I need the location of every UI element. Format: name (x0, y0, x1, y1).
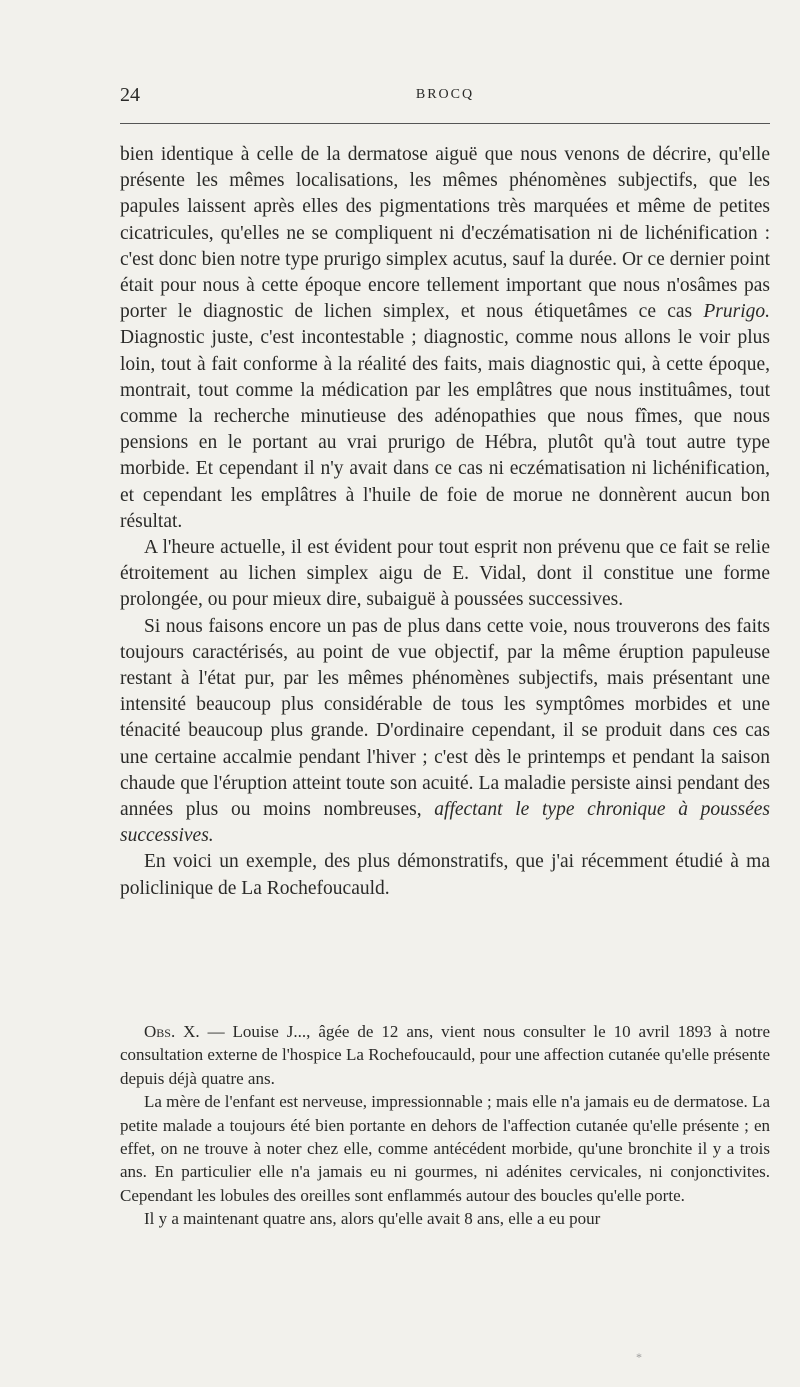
italic-term: Prurigo. (703, 301, 770, 323)
paragraph: En voici un exemple, des plus démonstratifs, que j'ai récemment étudié à ma policlinique de La Rochefoucauld. (120, 851, 770, 899)
text-span: Si nous faisons encore un pas de plus dans cette voie, nous trouverons des faits toujours caractérisés, au point de vue objectif, par la même éruption papuleuse restant à l'état pur, par les mêmes phénomènes subjectifs, mais présentant une intensité beaucoup plus considérable de tous les symptômes morbides et une ténacité beaucoup plus grande. D'ordinaire cependant, il se produit dans ces cas une certaine accalmie pendant l'hiver ; c'est dès le printemps et pendant la saison chaude que l'éruption atteint toute son acuité. La maladie persiste ainsi pendant des années plus ou moins nombreuses, (120, 615, 770, 821)
observation-paragraph (120, 1020, 770, 1090)
observation-paragraph: Il y a maintenant quatre ans, alors qu'elle avait 8 ans, elle a eu pour (144, 1209, 601, 1229)
paragraph (120, 614, 770, 850)
printer-mark: * (636, 1350, 642, 1364)
observation-paragraph: La mère de l'enfant est nerveuse, impressionnable ; mais elle n'a jamais eu de dermatose. La petite malade a toujours été bien portante en dehors de l'affection cutanée qu'elle présente ; en effet, on ne trouve à noter chez elle, comme antécédent morbide, qu'une bronchite il y a trois ans. En particulier elle n'a jamais eu ni gourmes, ni adénites cervicales, ni conjonctivites. Cependant les lobules des oreilles sont enflammés autour des boucles qu'elle porte. (120, 1092, 770, 1205)
observation-block (120, 1020, 770, 1231)
text-span: Diagnostic juste, c'est incontestable ; diagnostic, comme nous allons le voir plus loin, tout à fait conforme à la réalité des faits, mais diagnostic qui, à cette époque, montrait, tout comme la médication par les emplâtres que nous instituâmes, tout comme la recherche minutieuse des adénopathies que nous fîmes, que nous pensions en le portant au vrai prurigo de Hébra, plutôt qu'à tout autre type morbide. Et cependant il n'y avait dans ce cas ni eczématisation ni lichénification, et cependant les emplâtres à l'huile de foie de morue ne donnèrent aucun bon résultat. (120, 327, 770, 532)
header-rule (120, 123, 770, 124)
paragraph: A l'heure actuelle, il est évident pour tout esprit non prévenu que ce fait se relie étroitement au lichen simplex aigu de E. Vidal, dont il constitue une forme prolongée, ou pour mieux dire, subaiguë à poussées successives. (120, 537, 770, 611)
page-header (120, 84, 770, 110)
running-head: BROCQ (415, 87, 475, 102)
main-text (120, 142, 770, 902)
paragraph (120, 142, 770, 535)
page-number: 24 (120, 84, 140, 106)
observation-label: Obs. X. (144, 1022, 200, 1041)
text-span: bien identique à celle de la dermatose aiguë que nous venons de décrire, qu'elle présente les mêmes localisations, les mêmes phénomènes subjectifs, que les papules laissent après elles des pigmentations très marquées et même de petites cicatricules, qu'elles ne se compliquent ni d'eczématisation ni de lichénification : c'est donc bien notre type prurigo simplex acutus, sauf la durée. Or ce dernier point était pour nous à cette époque encore tellement important que nous n'osâmes pas porter le diagnostic de lichen simplex, et nous étiquetâmes ce cas (120, 144, 770, 323)
text-span: — Louise J..., âgée de 12 ans, vient nous consulter le 10 avril 1893 à notre consultation externe de l'hospice La Rochefoucauld, pour une affection cutanée qu'elle présente depuis déjà quatre ans. (120, 1022, 770, 1088)
italic-term: affectant le type chronique à poussées successives. (120, 799, 770, 847)
